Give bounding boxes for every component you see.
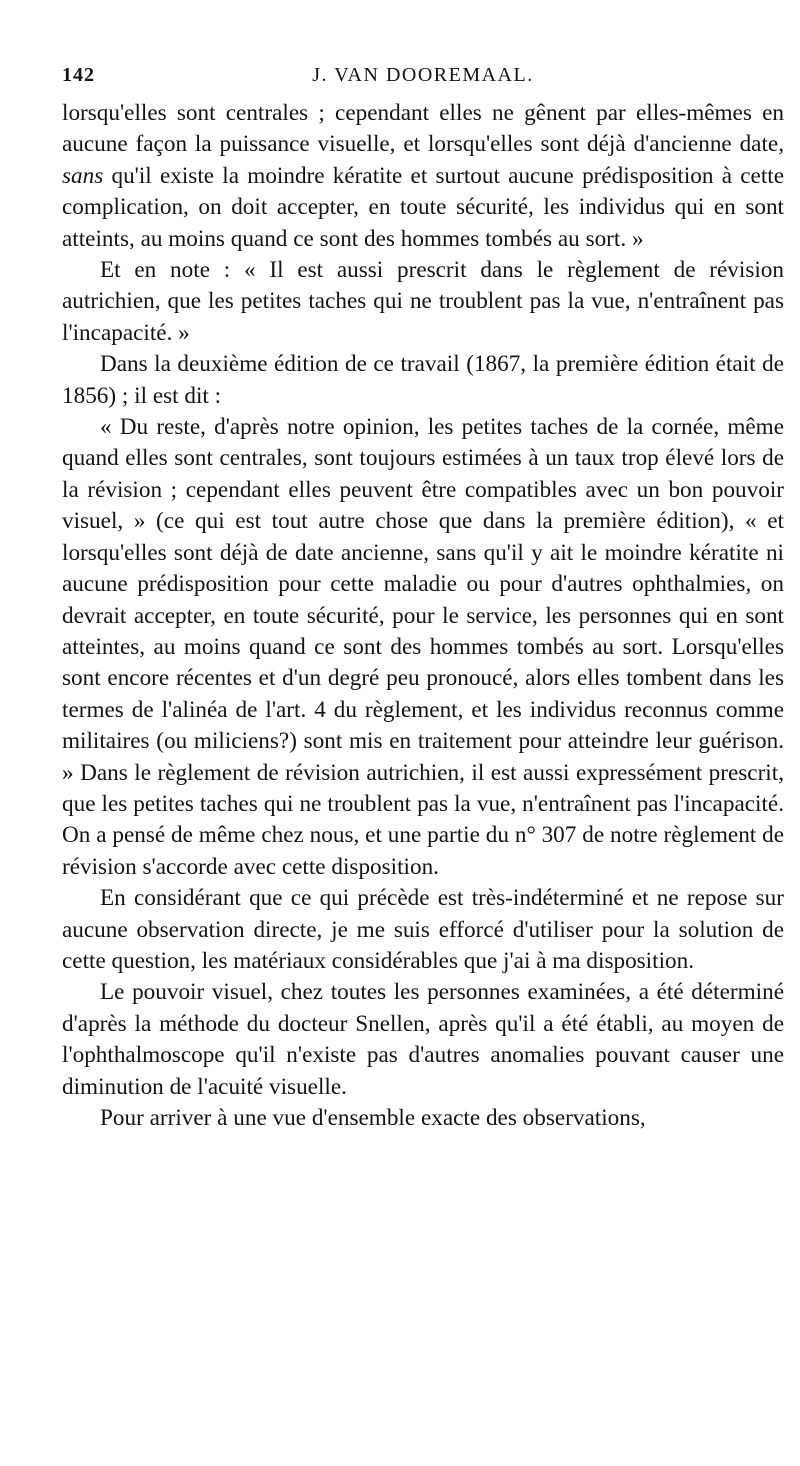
paragraph	[62, 977, 784, 1103]
text-segment: Dans la deuxième édition de ce travail (1867, la première édition était de 1856) ; il est dit :	[62, 351, 784, 409]
paragraph	[62, 412, 784, 883]
text-segment: Le pouvoir visuel, chez toutes les personnes examinées, a été déterminé d'après la méthode du docteur Snellen, après qu'il a été établi, au moyen de l'ophthalmoscope qu'il n'existe pas d'autres anomalies pouvant causer une diminution de l'acuité visuelle.	[62, 979, 784, 1100]
page-header	[62, 58, 784, 98]
italic-text-segment: sans	[62, 162, 104, 189]
text-segment: « Du reste, d'après notre opinion, les petites taches de la cornée, même quand elles sont centrales, sont toujours estimées à un taux trop élevé lors de la révision ; cependant elles peuvent être compatibles avec un bon pouvoir visuel, » (ce qui est tout autre chose que dans la première édition), « et lorsqu'elles sont déjà de date ancienne, sans qu'il y ait le moindre kératite ni aucune prédisposition pour cette maladie ou pour d'autres ophthalmies, on devrait accepter, en toute sécurité, pour le service, les personnes qui en sont atteintes, au moins quand ce sont des hommes tombés au sort. Lorsqu'elles sont encore récentes et d'un degré peu pronoucé, alors elles tombent dans les termes de l'alinéa de l'art. 4 du règlement, et les individus reconnus comme militaires (ou miliciens?) sont mis en traitement pour atteindre leur guérison. » Dans le règlement de révision autrichien, il est aussi expressément prescrit, que les petites taches qui ne troublent pas la vue, n'entraînent pas l'incapacité. On a pensé de même chez nous, et une partie du n° 307 de notre règlement de révision s'accorde avec cette disposition.	[62, 414, 784, 880]
text-segment: Et en note : « Il est aussi prescrit dans le règlement de révision autrichien, que les petites taches qui ne troublent pas la vue, n'entraînent pas l'incapacité. »	[62, 257, 784, 346]
paragraph	[62, 883, 784, 977]
paragraph	[62, 255, 784, 349]
running-head: J. VAN DOOREMAAL.	[312, 64, 534, 86]
page	[62, 58, 784, 1134]
page-number: 142	[62, 64, 95, 86]
text-segment: qu'il existe la moindre kératite et surtout aucune prédisposition à cette complication, on doit accepter, en toute sécurité, les individus qui en sont atteints, au moins quand ce sont des hommes tombés au sort. »	[62, 162, 784, 252]
text-segment: Pour arriver à une vue d'ensemble exacte des observations,	[100, 1105, 646, 1131]
text-segment: En considérant que ce qui précède est très-indéterminé et ne repose sur aucune observation directe, je me suis efforcé d'utiliser pour la solution de cette question, les matériaux considérables que j'ai à ma disposition.	[62, 885, 784, 974]
paragraph	[62, 98, 784, 255]
paragraph	[62, 349, 784, 412]
paragraph	[62, 1103, 784, 1134]
text-segment: lorsqu'elles sont centrales ; cependant elles ne gênent par elles-mêmes en aucune façon la puissance visuelle, et lorsqu'elles sont déjà d'ancienne date,	[62, 100, 784, 158]
body-text	[62, 98, 784, 1134]
